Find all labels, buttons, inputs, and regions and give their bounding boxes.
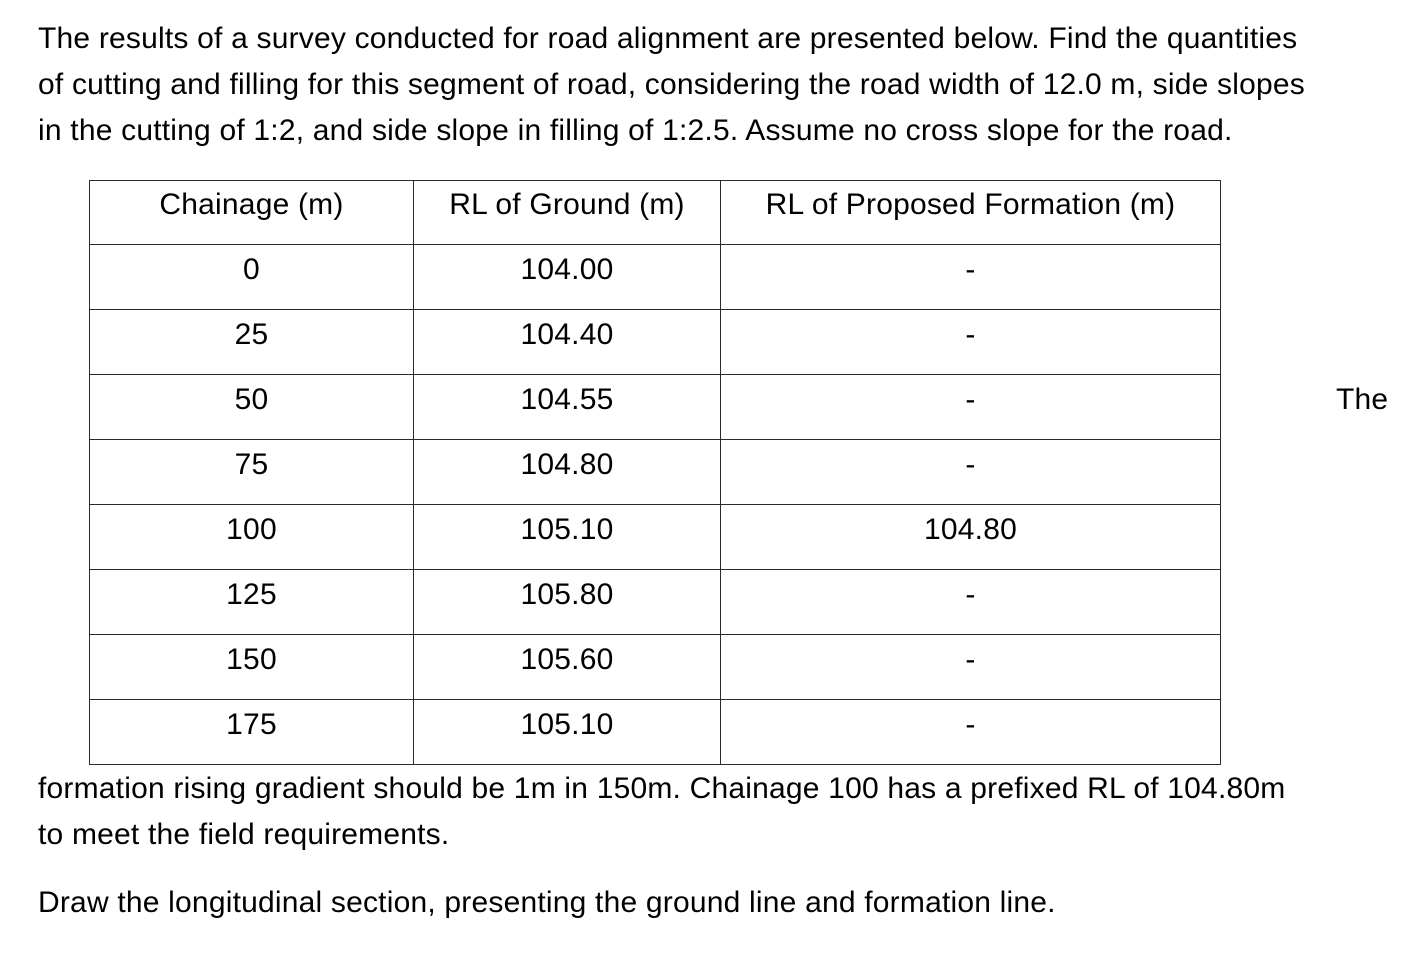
cell-formation-rl: - xyxy=(721,570,1221,635)
cell-formation-rl: - xyxy=(721,700,1221,765)
cell-ground-rl: 105.10 xyxy=(414,700,721,765)
table-row xyxy=(90,375,1221,440)
cell-formation-rl: - xyxy=(721,310,1221,375)
gradient-paragraph xyxy=(38,766,1285,858)
cell-chainage: 125 xyxy=(90,570,414,635)
header-chainage: Chainage (m) xyxy=(90,181,414,245)
intro-line: of cutting and filling for this segment of road, considering the road width of 12.0 m, side slopes xyxy=(38,68,1305,101)
table-row xyxy=(90,310,1221,375)
cell-formation-rl: - xyxy=(721,375,1221,440)
cell-ground-rl: 104.55 xyxy=(414,375,721,440)
cell-formation-rl: 104.80 xyxy=(721,505,1221,570)
intro-line: in the cutting of 1:2, and side slope in filling of 1:2.5. Assume no cross slope for the road. xyxy=(38,114,1233,147)
wrapped-side-word: The xyxy=(1336,383,1389,416)
table-row xyxy=(90,440,1221,505)
cell-chainage: 0 xyxy=(90,245,414,310)
intro-line: The results of a survey conducted for road alignment are presented below. Find the quantities xyxy=(38,22,1298,55)
cell-ground-rl: 105.80 xyxy=(414,570,721,635)
cell-ground-rl: 104.40 xyxy=(414,310,721,375)
survey-table xyxy=(89,180,1221,765)
draw-instruction: Draw the longitudinal section, presenting the ground line and formation line. xyxy=(38,886,1056,919)
table-header-row xyxy=(90,181,1221,245)
cell-chainage: 150 xyxy=(90,635,414,700)
cell-ground-rl: 104.00 xyxy=(414,245,721,310)
gradient-line: to meet the field requirements. xyxy=(38,818,450,851)
cell-ground-rl: 105.10 xyxy=(414,505,721,570)
cell-formation-rl: - xyxy=(721,440,1221,505)
header-ground-rl: RL of Ground (m) xyxy=(414,181,721,245)
intro-paragraph xyxy=(38,16,1305,154)
cell-ground-rl: 104.80 xyxy=(414,440,721,505)
table-row xyxy=(90,245,1221,310)
table-row xyxy=(90,570,1221,635)
cell-chainage: 100 xyxy=(90,505,414,570)
table-row xyxy=(90,700,1221,765)
table-row xyxy=(90,635,1221,700)
gradient-line: formation rising gradient should be 1m in 150m. Chainage 100 has a prefixed RL of 104.80m xyxy=(38,772,1286,805)
cell-formation-rl: - xyxy=(721,635,1221,700)
cell-chainage: 25 xyxy=(90,310,414,375)
table-row xyxy=(90,505,1221,570)
cell-chainage: 50 xyxy=(90,375,414,440)
cell-formation-rl: - xyxy=(721,245,1221,310)
cell-chainage: 75 xyxy=(90,440,414,505)
cell-ground-rl: 105.60 xyxy=(414,635,721,700)
cell-chainage: 175 xyxy=(90,700,414,765)
header-formation-rl: RL of Proposed Formation (m) xyxy=(721,181,1221,245)
